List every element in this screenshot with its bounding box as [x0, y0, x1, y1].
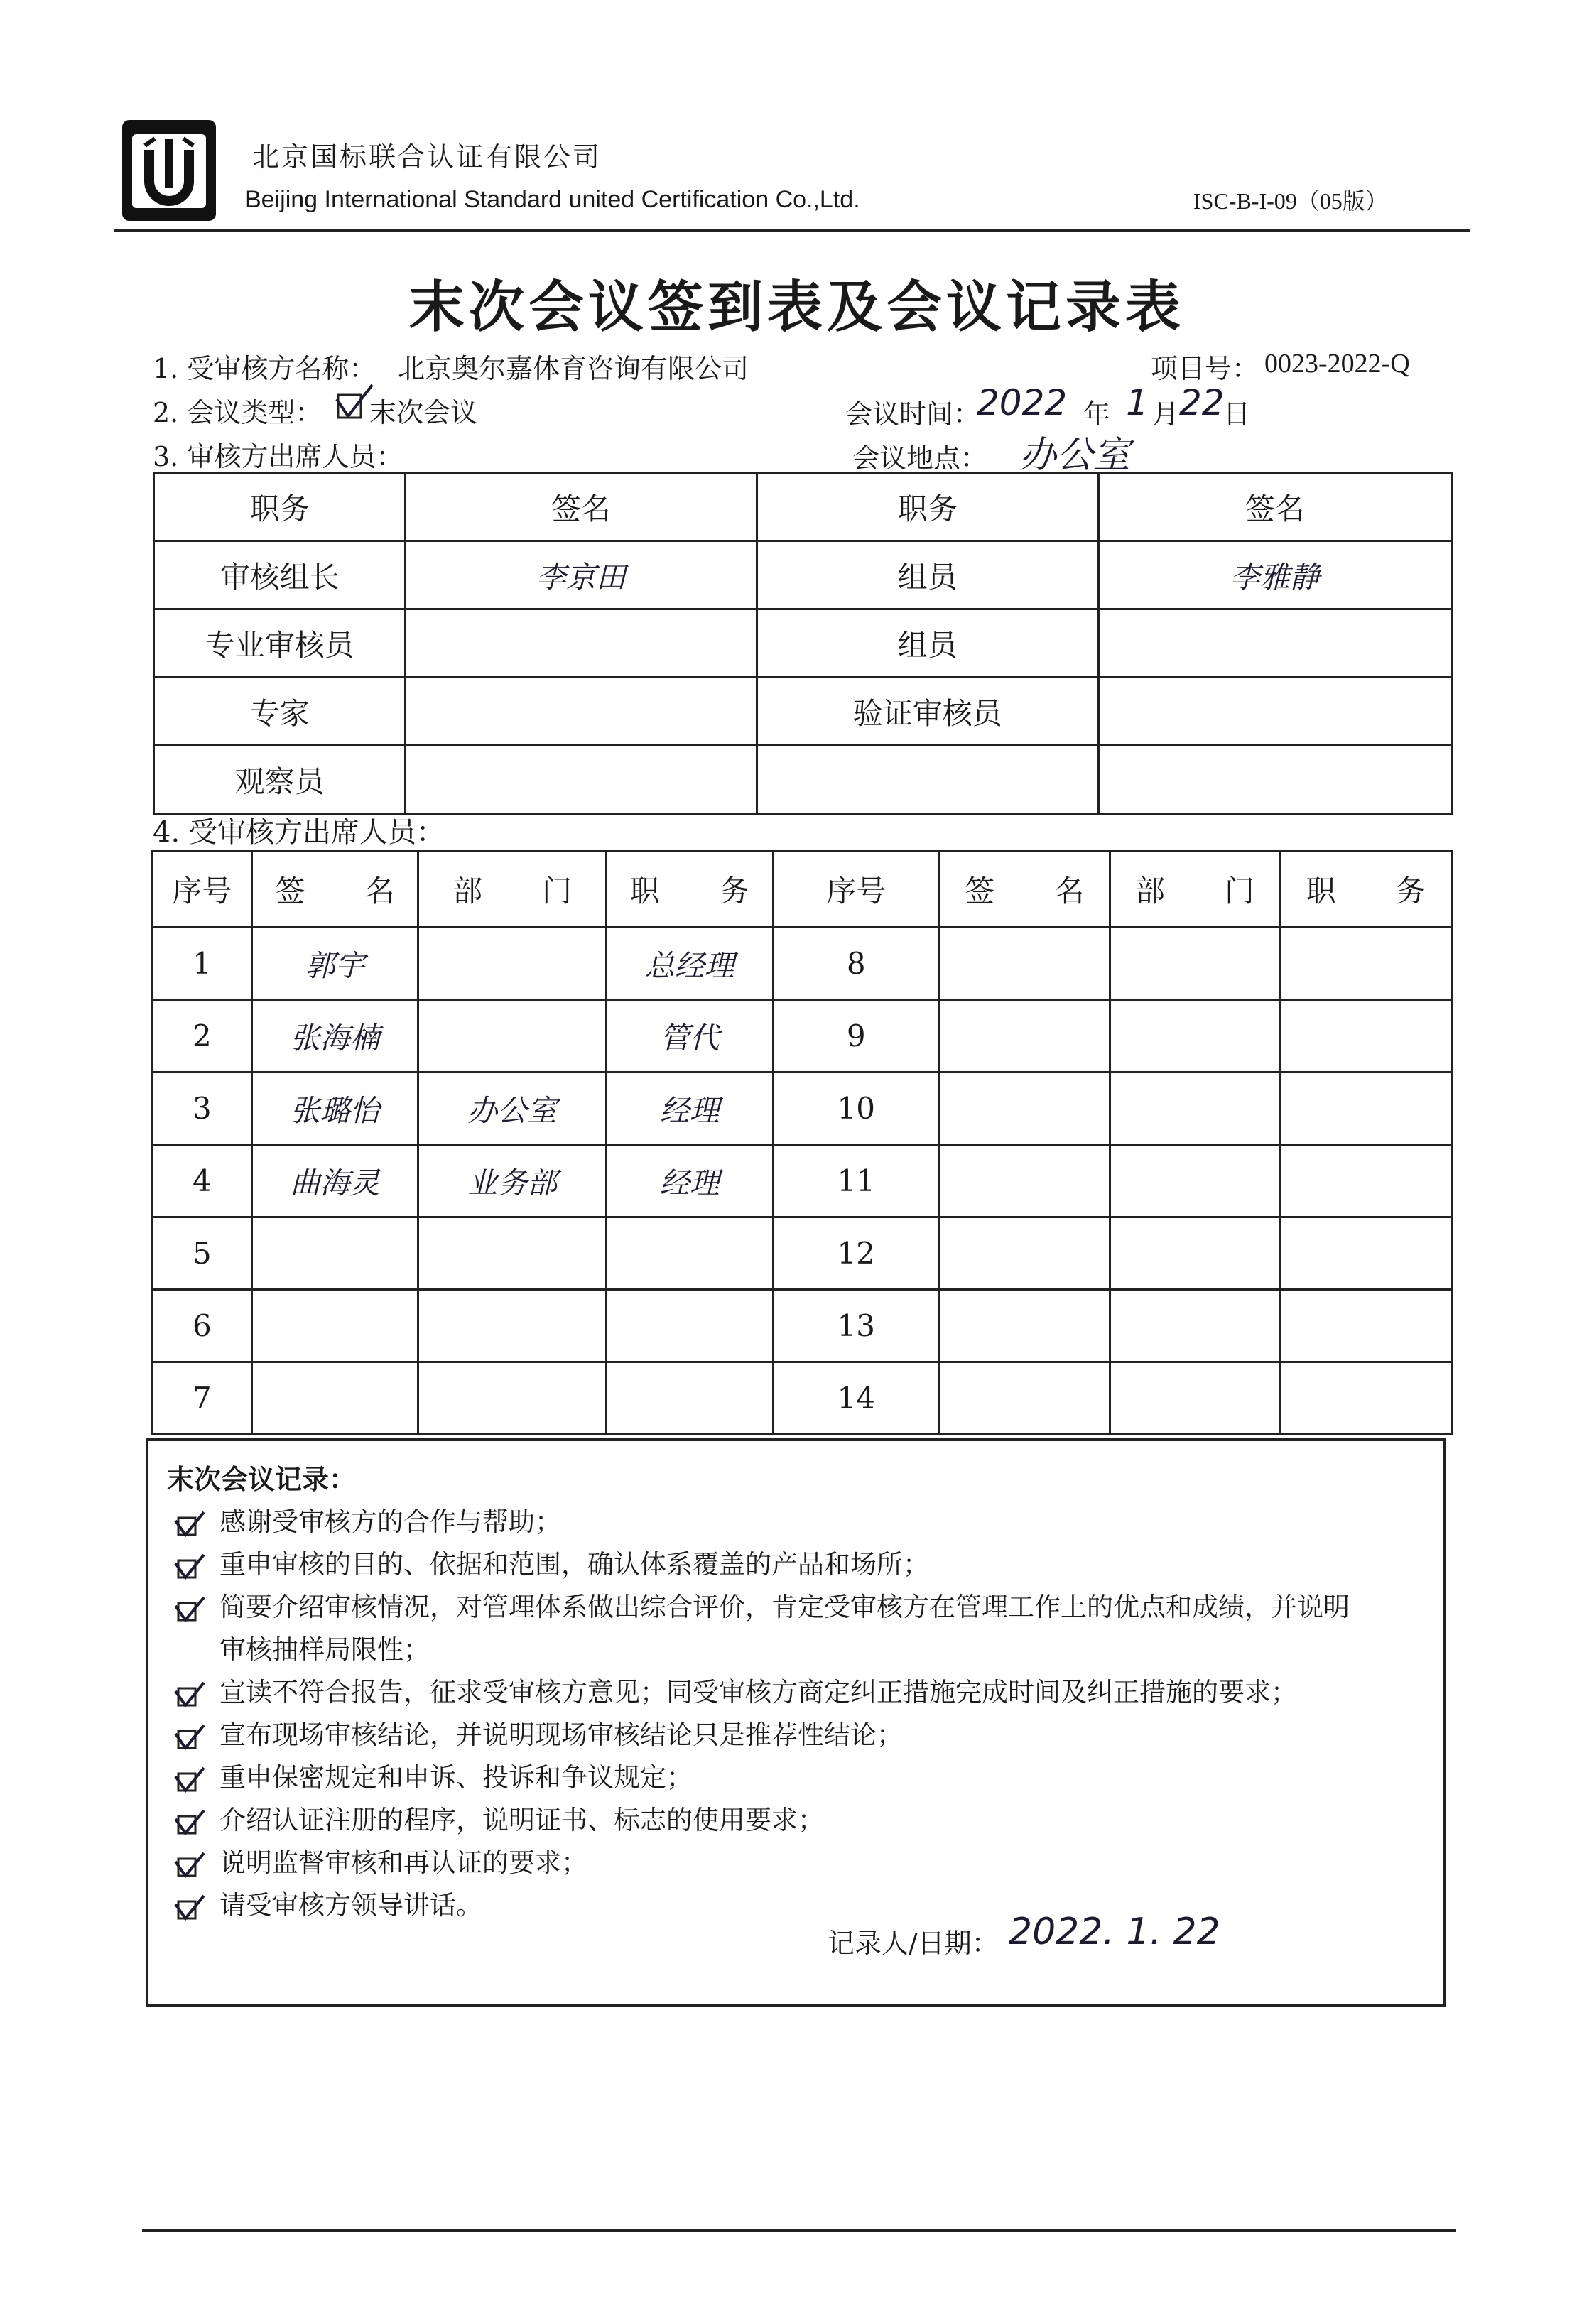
table-row: [153, 1217, 1452, 1290]
company-logo: [119, 117, 219, 224]
signature-cell: [940, 1290, 1110, 1362]
row-number: 9: [773, 1000, 939, 1073]
notes-item-text: 宣布现场审核结论，并说明现场审核结论只是推荐性结论；: [219, 1720, 903, 1750]
table-header-row: [154, 473, 1452, 541]
role-cell: 专业审核员: [154, 609, 406, 678]
signature-cell: [251, 1217, 418, 1290]
position-cell: 经理: [606, 1145, 773, 1217]
day-char: 日: [1223, 398, 1251, 430]
list-item: [174, 1841, 587, 1879]
row-number: 11: [773, 1145, 939, 1217]
month-char: 月: [1152, 398, 1180, 430]
signature-cell: [940, 1073, 1110, 1145]
signature-cell: [940, 1362, 1110, 1435]
row-number: 1: [153, 928, 252, 1000]
department-cell: [1110, 1145, 1280, 1217]
department-cell: [418, 1217, 607, 1290]
department-cell: [418, 1362, 607, 1435]
table-row: [153, 1290, 1452, 1362]
meeting-type-label: 2. 会议类型：: [153, 397, 322, 428]
department-cell: [1110, 1217, 1280, 1290]
checked-box-icon: [174, 1511, 205, 1538]
year-char: 年: [1083, 398, 1111, 430]
position-cell: [606, 1217, 773, 1290]
header-cell: 职务: [757, 473, 1098, 541]
notes-item-text: 重申保密规定和申诉、投诉和争议规定；: [219, 1762, 693, 1793]
department-cell: [1110, 1073, 1280, 1145]
audit-team-table: [153, 472, 1453, 815]
auditee-attendees-label: 4. 受审核方出席人员：: [153, 816, 445, 849]
checked-box-icon: [174, 1852, 205, 1879]
checked-box-icon: [174, 1553, 205, 1580]
row-number: 6: [153, 1290, 252, 1362]
checked-box-icon: [174, 1596, 205, 1623]
signature-cell: [1098, 678, 1451, 746]
row-number: 12: [773, 1217, 939, 1290]
header-cell: 签 名: [251, 852, 418, 928]
position-cell: 经理: [606, 1073, 773, 1145]
position-cell: 管代: [606, 1000, 773, 1073]
department-cell: [1110, 1362, 1280, 1435]
signature-cell: [940, 928, 1110, 1000]
signature-cell: [251, 1362, 418, 1435]
signature-cell: [1098, 609, 1451, 678]
list-item: [174, 1756, 693, 1794]
table-row: [154, 678, 1452, 746]
table-row: [153, 928, 1452, 1000]
list-item: [174, 1713, 903, 1752]
row-number: 13: [773, 1290, 939, 1362]
row-number: 8: [773, 928, 939, 1000]
signature-cell: [251, 1290, 418, 1362]
signature-cell: [940, 1000, 1110, 1073]
company-name-en: Beijing International Standard united Certification Co.,Ltd.: [245, 186, 860, 213]
table-row: [153, 1073, 1452, 1145]
checked-box-icon: [174, 1894, 205, 1921]
department-cell: [1110, 928, 1280, 1000]
row-number: 7: [153, 1362, 252, 1435]
page-title: 末次会议签到表及会议记录表: [408, 275, 1185, 340]
signature-cell: [940, 1217, 1110, 1290]
notes-item-text: 说明监督审核和再认证的要求；: [219, 1847, 587, 1878]
position-cell: [1280, 1145, 1452, 1217]
department-cell: [418, 1290, 607, 1362]
header-cell: 序号: [153, 852, 252, 928]
signature-cell: 张海楠: [251, 1000, 418, 1073]
notes-item-continuation: 审核抽样局限性；: [219, 1634, 430, 1665]
notes-item-text: 宣读不符合报告，征求受审核方意见；同受审核方商定纠正措施完成时间及纠正措施的要求；: [219, 1677, 1297, 1707]
header-cell: 部 门: [1110, 852, 1280, 928]
header-cell: 序号: [773, 852, 939, 928]
signature-cell: 李京田: [406, 541, 757, 609]
department-cell: 办公室: [418, 1073, 607, 1145]
meeting-month: 1: [1126, 382, 1149, 423]
signature-cell: 张璐怡: [251, 1073, 418, 1145]
document-code: ISC-B-I-09（05版）: [1193, 188, 1388, 214]
audit-team-label: 3. 审核方出席人员：: [153, 441, 403, 472]
list-item: [174, 1884, 482, 1922]
list-item: [174, 1798, 824, 1837]
meeting-location-label: 会议地点：: [852, 442, 988, 474]
signature-cell: [406, 609, 757, 678]
row-number: 14: [773, 1362, 939, 1435]
header-cell: 部 门: [418, 852, 607, 928]
position-cell: [1280, 928, 1452, 1000]
list-item: [174, 1500, 561, 1538]
project-number-value: 0023-2022-Q: [1264, 349, 1410, 379]
table-row: [153, 1362, 1452, 1435]
auditee-name-value: 北京奥尔嘉体育咨询有限公司: [398, 353, 749, 384]
signature-cell: [940, 1145, 1110, 1217]
meeting-day: 22: [1179, 382, 1225, 423]
checked-box-icon: [174, 1809, 205, 1836]
department-cell: [1110, 1000, 1280, 1073]
position-cell: [1280, 1217, 1452, 1290]
auditee-attendees-table: [151, 850, 1453, 1435]
row-number: 10: [773, 1073, 939, 1145]
role-cell: [757, 746, 1098, 814]
role-cell: 组员: [757, 541, 1098, 609]
notes-item-text: 介绍认证注册的程序，说明证书、标志的使用要求；: [219, 1805, 824, 1835]
position-cell: 总经理: [606, 928, 773, 1000]
notes-item-text: 简要介绍审核情况，对管理体系做出综合评价，肯定受审核方在管理工作上的优点和成绩，并说明: [219, 1592, 1350, 1622]
signature-cell: 郭宇: [251, 928, 418, 1000]
table-row: [154, 541, 1452, 609]
position-cell: [606, 1290, 773, 1362]
footer-divider: [142, 2229, 1456, 2232]
department-cell: [418, 928, 607, 1000]
list-item: [174, 1543, 929, 1581]
table-row: [153, 1145, 1452, 1217]
list-item: [174, 1585, 1350, 1624]
signature-cell: 李雅静: [1098, 541, 1451, 609]
row-number: 4: [153, 1145, 252, 1217]
role-cell: 观察员: [154, 746, 406, 814]
role-cell: 验证审核员: [757, 678, 1098, 746]
role-cell: 组员: [757, 609, 1098, 678]
list-item: [174, 1671, 1297, 1709]
auditee-name-label: 1. 受审核方名称：: [153, 353, 376, 384]
signature-cell: [1098, 746, 1451, 814]
department-cell: [418, 1000, 607, 1073]
row-number: 5: [153, 1217, 252, 1290]
position-cell: [1280, 1290, 1452, 1362]
header-cell: 签名: [1098, 473, 1451, 541]
signature-cell: [406, 746, 757, 814]
company-name-cn: 北京国标联合认证有限公司: [252, 141, 602, 173]
recorder-date: 2022. 1. 22: [1009, 1911, 1220, 1953]
recorder-label: 记录人/日期：: [828, 1928, 999, 1959]
header-cell: 职 务: [1280, 852, 1452, 928]
checked-box-icon: [174, 1724, 205, 1751]
notes-item-text: 感谢受审核方的合作与帮助；: [219, 1506, 561, 1537]
department-cell: 业务部: [418, 1145, 607, 1217]
table-row: [154, 746, 1452, 814]
table-row: [154, 609, 1452, 678]
role-cell: 审核组长: [154, 541, 406, 609]
signature-cell: [406, 678, 757, 746]
meeting-notes-title: 末次会议记录：: [167, 1463, 357, 1495]
header-divider: [114, 229, 1470, 232]
position-cell: [1280, 1000, 1452, 1073]
meeting-type-value: 末次会议: [369, 397, 478, 428]
signature-cell: 曲海灵: [251, 1145, 418, 1217]
header-cell: 职 务: [606, 852, 773, 928]
table-row: [153, 1000, 1452, 1073]
position-cell: [1280, 1362, 1452, 1435]
table-header-row: [153, 852, 1452, 928]
checked-box-icon: [174, 1681, 205, 1708]
notes-item-text: 重申审核的目的、依据和范围，确认体系覆盖的产品和场所；: [219, 1549, 929, 1580]
header-cell: 职务: [154, 473, 406, 541]
checked-box-icon: [174, 1766, 205, 1793]
project-number-label: 项目号：: [1151, 353, 1259, 384]
meeting-year: 2022: [977, 382, 1068, 423]
notes-item-text: 请受审核方领导讲话。: [219, 1890, 482, 1921]
position-cell: [1280, 1073, 1452, 1145]
header-cell: 签 名: [940, 852, 1110, 928]
meeting-time-label: 会议时间：: [845, 398, 981, 430]
department-cell: [1110, 1290, 1280, 1362]
position-cell: [606, 1362, 773, 1435]
role-cell: 专家: [154, 678, 406, 746]
row-number: 3: [153, 1073, 252, 1145]
meeting-location-value: 办公室: [1019, 434, 1131, 477]
header-cell: 签名: [406, 473, 757, 541]
row-number: 2: [153, 1000, 252, 1073]
